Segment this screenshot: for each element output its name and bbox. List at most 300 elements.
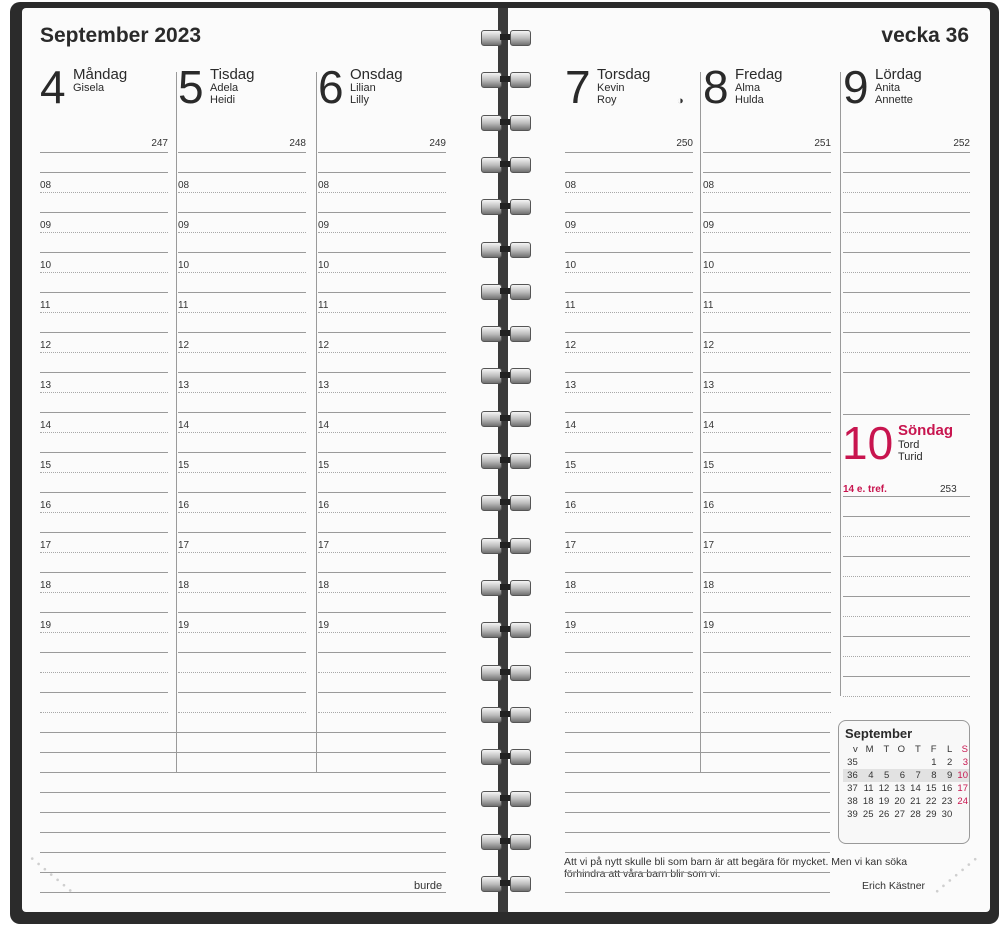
day-cell [859, 756, 875, 769]
hour-label: 16 [565, 500, 577, 511]
hour-label: 17 [703, 540, 715, 551]
hour-label: 19 [565, 620, 577, 631]
hour-label: 13 [178, 380, 190, 391]
half-hour-line [178, 512, 306, 513]
half-hour-line [318, 392, 446, 393]
day-cell: 16 [941, 783, 953, 794]
spiral-ring [481, 495, 531, 509]
day-cell: 15 [925, 783, 937, 794]
write-line [703, 252, 831, 253]
day-of-year: 249 [429, 138, 446, 149]
half-hour-line [40, 472, 168, 473]
day-cell: 28 [910, 809, 921, 820]
hour-label: 08 [565, 180, 577, 191]
column-divider [316, 72, 317, 772]
spiral-ring [481, 580, 531, 594]
write-line [178, 412, 306, 413]
half-hour-line [565, 512, 693, 513]
half-hour-line [178, 472, 306, 473]
spiral-ring [481, 30, 531, 44]
day-number: 5 [178, 61, 204, 113]
half-hour-line [565, 392, 693, 393]
hour-label: 19 [318, 620, 330, 631]
half-hour-line [318, 672, 446, 673]
write-line [40, 452, 168, 453]
name-day: Lilly [350, 94, 369, 106]
brand-logo-text: burde [414, 880, 443, 892]
name-days [597, 82, 625, 106]
hour-label: 12 [318, 340, 330, 351]
write-line [703, 332, 831, 333]
name-day: Alma [735, 82, 761, 94]
write-line [843, 616, 970, 617]
half-hour-line [40, 312, 168, 313]
quote-text: Att vi på nytt skulle bli som barn är att begära för mycket. Men vi kan söka förhindra att våra barn blir som vi. [564, 856, 908, 880]
name-day: Tord [898, 439, 920, 451]
day-name: Torsdag [597, 66, 651, 83]
half-hour-line [318, 272, 446, 273]
hour-label: 19 [178, 620, 190, 631]
mini-calendar-week [843, 795, 969, 808]
spiral-ring [481, 115, 531, 129]
write-line [843, 232, 970, 233]
write-line [565, 412, 693, 413]
half-hour-line [318, 592, 446, 593]
moon-phase-icon: ◑ [677, 95, 684, 107]
spiral-ring [481, 411, 531, 425]
write-line [40, 412, 168, 413]
mini-calendar-grid [843, 743, 969, 821]
write-line [178, 612, 306, 613]
name-days [73, 82, 104, 94]
day-of-year: 247 [151, 138, 168, 149]
day-cell: 9 [938, 769, 954, 782]
day-of-year: 251 [814, 138, 831, 149]
week-number: 35 [847, 757, 858, 768]
half-hour-line [178, 392, 306, 393]
write-line [565, 652, 693, 653]
write-line [40, 572, 168, 573]
day-cell: 21 [910, 796, 921, 807]
hour-label: 10 [178, 260, 190, 271]
hour-label: 19 [40, 620, 52, 631]
day-cell: 20 [894, 796, 905, 807]
spiral-ring [481, 199, 531, 213]
name-days [875, 82, 913, 106]
sunday-name-days [898, 439, 923, 463]
day-cell: 17 [957, 783, 968, 794]
day-cell: 24 [957, 796, 968, 807]
write-line [318, 652, 446, 653]
hour-label: 14 [40, 420, 52, 431]
day-cell: 13 [894, 783, 905, 794]
hour-label: 19 [703, 620, 715, 631]
write-line [318, 292, 446, 293]
hour-label: 09 [565, 220, 577, 231]
write-line [178, 172, 306, 173]
write-line [843, 252, 970, 253]
half-hour-line [565, 232, 693, 233]
sunday-number: 10 [842, 417, 894, 469]
notes-line [565, 812, 830, 813]
write-line [843, 556, 970, 557]
half-hour-line [703, 672, 831, 673]
day-header-rule [40, 152, 168, 153]
half-hour-line [40, 512, 168, 513]
half-hour-line [703, 512, 831, 513]
half-hour-line [318, 712, 446, 713]
write-line [178, 372, 306, 373]
write-line [40, 492, 168, 493]
write-line [703, 292, 831, 293]
write-line [703, 412, 831, 413]
day-cell: 30 [941, 809, 953, 820]
half-hour-line [703, 632, 831, 633]
half-hour-line [703, 272, 831, 273]
write-line [843, 352, 970, 353]
half-hour-line [703, 432, 831, 433]
write-line [565, 172, 693, 173]
write-line [178, 572, 306, 573]
half-hour-line [318, 352, 446, 353]
mini-header-cell: S [961, 744, 968, 755]
hour-label: 12 [703, 340, 715, 351]
hour-label: 11 [318, 300, 329, 311]
hour-label: 18 [703, 580, 715, 591]
half-hour-line [703, 312, 831, 313]
half-hour-line [178, 312, 306, 313]
write-line [843, 516, 970, 517]
notes-line [40, 772, 446, 773]
half-hour-line [565, 592, 693, 593]
day-name: Måndag [73, 66, 128, 83]
write-line [40, 692, 168, 693]
half-hour-line [318, 192, 446, 193]
write-line [318, 532, 446, 533]
write-line [843, 696, 970, 697]
hour-label: 11 [703, 300, 714, 311]
month-year-heading: September 2023 [40, 24, 202, 47]
hour-label: 16 [178, 500, 190, 511]
day-cell: 26 [878, 809, 890, 820]
spiral-ring [481, 453, 531, 467]
spiral-ring [481, 749, 531, 763]
write-line [565, 372, 693, 373]
write-line [703, 532, 831, 533]
half-hour-line [318, 472, 446, 473]
write-line [178, 692, 306, 693]
day-of-year: 252 [953, 138, 970, 149]
day-number: 7 [565, 61, 591, 113]
hour-label: 15 [318, 460, 330, 471]
day-cell: 6 [890, 769, 906, 782]
half-hour-line [565, 312, 693, 313]
day-cell [906, 756, 922, 769]
hour-label: 17 [565, 540, 577, 551]
write-line [703, 212, 831, 213]
write-line [318, 572, 446, 573]
day-column-monday[interactable] [40, 60, 168, 776]
write-line [565, 532, 693, 533]
write-line [178, 532, 306, 533]
day-column-friday[interactable] [703, 60, 831, 776]
write-line [178, 212, 306, 213]
spiral-ring [481, 284, 531, 298]
half-hour-line [40, 632, 168, 633]
write-line [565, 212, 693, 213]
name-day: Hulda [735, 94, 764, 106]
half-hour-line [318, 312, 446, 313]
write-line [178, 492, 306, 493]
day-cell: 5 [875, 769, 891, 782]
name-days [350, 82, 376, 106]
notes-line [565, 732, 830, 733]
write-line [40, 292, 168, 293]
hour-label: 08 [178, 180, 190, 191]
column-divider [840, 72, 841, 696]
quote-author: Erich Kästner [862, 880, 926, 892]
notes-line [565, 872, 830, 873]
day-cell: 18 [862, 796, 874, 807]
hour-label: 14 [178, 420, 190, 431]
half-hour-line [703, 232, 831, 233]
half-hour-line [565, 712, 693, 713]
write-line [318, 332, 446, 333]
write-line [843, 292, 970, 293]
day-cell: 12 [878, 783, 890, 794]
week-number: 36 [843, 769, 859, 782]
day-name: Tisdag [210, 66, 255, 83]
hour-label: 15 [703, 460, 715, 471]
week-heading: vecka 36 [881, 24, 969, 47]
hour-label: 15 [565, 460, 577, 471]
write-line [40, 612, 168, 613]
day-cell: 14 [910, 783, 921, 794]
half-hour-line [40, 672, 168, 673]
half-hour-line [703, 552, 831, 553]
write-line [565, 572, 693, 573]
half-hour-line [40, 712, 168, 713]
write-line [178, 652, 306, 653]
hour-label: 10 [318, 260, 330, 271]
day-of-year: 248 [289, 138, 306, 149]
write-line [703, 612, 831, 613]
write-line [843, 636, 970, 637]
half-hour-line [178, 592, 306, 593]
hour-label: 16 [703, 500, 715, 511]
notes-line [40, 732, 446, 733]
spiral-ring [481, 538, 531, 552]
write-line [178, 332, 306, 333]
mini-calendar-week-current [843, 769, 969, 782]
half-hour-line [178, 672, 306, 673]
hour-label: 11 [40, 300, 51, 311]
day-cell [953, 808, 969, 821]
mini-header-cell: T [883, 744, 890, 755]
hour-label: 08 [318, 180, 330, 191]
notes-line [565, 852, 830, 853]
write-line [703, 572, 831, 573]
name-day: Roy [597, 94, 617, 106]
hour-label: 10 [565, 260, 577, 271]
day-number: 9 [843, 61, 869, 113]
day-cell: 8 [922, 769, 938, 782]
day-header-rule [565, 152, 693, 153]
hour-label: 17 [318, 540, 330, 551]
write-line [565, 292, 693, 293]
mini-header-cell: F [930, 744, 937, 755]
notes-line [565, 792, 830, 793]
half-hour-line [703, 352, 831, 353]
half-hour-line [40, 272, 168, 273]
write-line [703, 452, 831, 453]
write-line [703, 692, 831, 693]
half-hour-line [703, 592, 831, 593]
half-hour-line [318, 632, 446, 633]
day-header-rule [178, 152, 306, 153]
hour-label: 13 [40, 380, 52, 391]
column-divider [700, 72, 701, 772]
day-of-year: 250 [676, 138, 693, 149]
write-line [318, 612, 446, 613]
hour-label: 12 [178, 340, 190, 351]
mini-calendar [838, 720, 970, 844]
name-day: Adela [210, 82, 239, 94]
half-hour-line [178, 352, 306, 353]
half-hour-line [565, 672, 693, 673]
name-days [210, 82, 238, 106]
write-line [318, 692, 446, 693]
hour-label: 09 [40, 220, 52, 231]
write-line [843, 372, 970, 373]
day-cell: 7 [906, 769, 922, 782]
mini-header-cell: L [946, 744, 953, 755]
write-line [178, 252, 306, 253]
day-cell [875, 756, 891, 769]
hour-label: 16 [40, 500, 52, 511]
write-line [40, 252, 168, 253]
hour-label: 15 [40, 460, 52, 471]
hour-label: 09 [178, 220, 190, 231]
day-cell: 27 [894, 809, 905, 820]
hour-label: 18 [565, 580, 577, 591]
day-cell: 2 [946, 757, 953, 768]
write-line [565, 252, 693, 253]
half-hour-line [318, 552, 446, 553]
spiral-ring [481, 242, 531, 256]
hour-label: 13 [565, 380, 577, 391]
half-hour-line [40, 552, 168, 553]
write-line [40, 172, 168, 173]
write-line [318, 172, 446, 173]
half-hour-line [40, 352, 168, 353]
hour-label: 14 [703, 420, 715, 431]
half-hour-line [178, 432, 306, 433]
name-day: Lilian [350, 82, 376, 94]
week-number: 39 [847, 809, 858, 820]
write-line [843, 596, 970, 597]
day-column-thursday[interactable] [565, 60, 693, 776]
mini-header-cell: T [914, 744, 921, 755]
notes-line [40, 812, 446, 813]
day-column-wednesday[interactable] [318, 60, 446, 776]
hour-label: 12 [40, 340, 52, 351]
notes-line [565, 832, 830, 833]
half-hour-line [565, 432, 693, 433]
day-cell: 10 [953, 769, 969, 782]
notes-line [40, 832, 446, 833]
write-line [843, 192, 970, 193]
half-hour-line [318, 432, 446, 433]
sunday-header-rule [843, 496, 970, 497]
half-hour-line [703, 472, 831, 473]
day-cell [890, 756, 906, 769]
spiral-ring [481, 665, 531, 679]
spiral-ring [481, 791, 531, 805]
write-line [565, 492, 693, 493]
half-hour-line [703, 192, 831, 193]
write-line [703, 372, 831, 373]
notes-line [565, 892, 830, 893]
day-cell: 3 [962, 757, 968, 768]
day-cell: 4 [859, 769, 875, 782]
day-header-rule [843, 152, 970, 153]
half-hour-line [40, 392, 168, 393]
day-column-saturday[interactable] [843, 60, 970, 390]
sunday-top-rule [843, 414, 970, 415]
half-hour-line [178, 632, 306, 633]
spiral-ring [481, 707, 531, 721]
sunday-note: 14 e. tref. [843, 484, 887, 495]
spiral-ring [481, 157, 531, 171]
sunday-name: Söndag [898, 422, 953, 439]
sunday-day-of-year: 253 [940, 484, 957, 495]
half-hour-line [565, 192, 693, 193]
hour-label: 08 [703, 180, 715, 191]
write-line [843, 576, 970, 577]
half-hour-line [40, 592, 168, 593]
day-cell: 11 [863, 783, 874, 794]
corner-dots-left: • • • • • • • [26, 853, 76, 898]
hour-label: 15 [178, 460, 190, 471]
write-line [565, 452, 693, 453]
hour-label: 18 [178, 580, 190, 591]
write-line [318, 212, 446, 213]
name-day: Gisela [73, 82, 105, 94]
name-day: Kevin [597, 82, 625, 94]
mini-calendar-title: September [845, 726, 913, 741]
write-line [40, 332, 168, 333]
mini-header-cell: v [853, 744, 858, 755]
day-cell: 22 [925, 796, 937, 807]
hour-label: 11 [178, 300, 189, 311]
half-hour-line [565, 472, 693, 473]
half-hour-line [40, 432, 168, 433]
day-column-tuesday[interactable] [178, 60, 306, 776]
write-line [40, 212, 168, 213]
half-hour-line [565, 272, 693, 273]
write-line [703, 492, 831, 493]
hour-label: 18 [318, 580, 330, 591]
half-hour-line [703, 712, 831, 713]
week-number: 38 [847, 796, 858, 807]
half-hour-line [40, 192, 168, 193]
day-cell: 25 [862, 809, 874, 820]
hour-label: 13 [703, 380, 715, 391]
day-number: 6 [318, 61, 344, 113]
spiral-ring [481, 834, 531, 848]
write-line [318, 372, 446, 373]
